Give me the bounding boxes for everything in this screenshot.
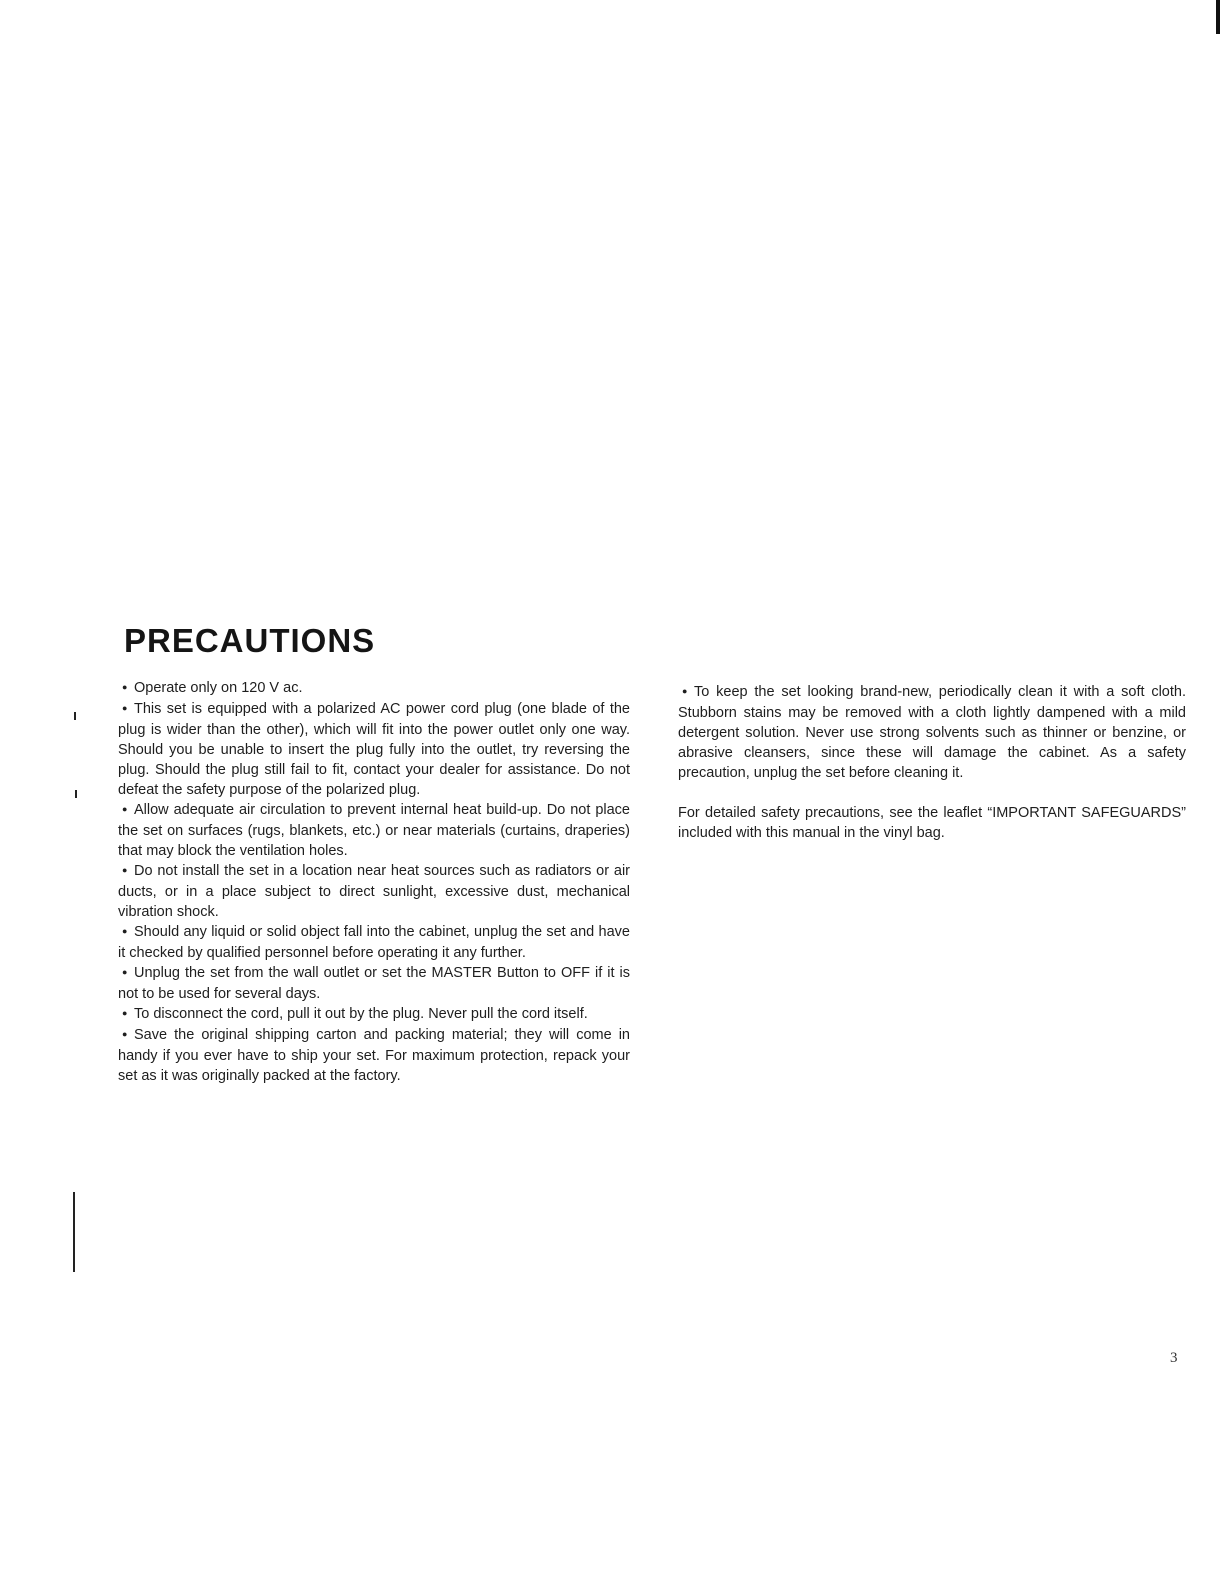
bullet-icon	[118, 1004, 134, 1025]
list-item: ●Unplug the set from the wall outlet or set the MASTER Button to OFF if it is not to be used for several days.	[118, 963, 630, 1004]
list-item: ●Operate only on 120 V ac.	[118, 678, 630, 699]
list-item: ●Should any liquid or solid object fall into the cabinet, unplug the set and have it checked by qualified personnel before operating it any further.	[118, 922, 630, 963]
bullet-icon	[118, 699, 134, 720]
margin-tick-mark	[75, 790, 77, 798]
bullet-icon	[678, 682, 694, 703]
list-item: ●Do not install the set in a location near heat sources such as radiators or air ducts, or in a place subject to direct sunlight, excessive dust, mechanical vibration shock.	[118, 861, 630, 922]
bullet-icon	[118, 963, 134, 984]
page-title: PRECAUTIONS	[124, 622, 376, 659]
margin-tick-mark	[74, 712, 76, 720]
page-number: 3	[1170, 1350, 1178, 1366]
bullet-icon	[118, 678, 134, 699]
safety-note: For detailed safety precautions, see the leaflet “IMPORTANT SAFEGUARDS” included with this manual in the vinyl bag.	[678, 805, 1186, 841]
list-item: ●This set is equipped with a polarized AC power cord plug (one blade of the plug is wider than the other), which will fit into the power outlet only one way. Should you be unable to insert the plug fully into the outlet, try reversing the plug. Should the plug still fail to fit, contact your dealer for assistance. Do not defeat the safety purpose of the polarized plug.	[118, 699, 630, 800]
bullet-icon	[118, 922, 134, 943]
bullet-icon	[118, 861, 134, 882]
list-item: ●To keep the set looking brand-new, periodically clean it with a soft cloth. Stubborn stains may be removed with a cloth lightly dampened with a mild detergent solution. Never use strong solvents such as thinner or benzine, or abrasive cleansers, since these will damage the cabinet. As a safety precaution, unplug the set before cleaning it.	[678, 682, 1186, 783]
left-column	[118, 678, 630, 1086]
list-item: ●Save the original shipping carton and packing material; they will come in handy if you ever have to ship your set. For maximum protection, repack your set as it was originally packed at the factory.	[118, 1025, 630, 1086]
page-edge-mark	[1216, 0, 1220, 34]
list-item: ●To disconnect the cord, pull it out by the plug. Never pull the cord itself.	[118, 1004, 630, 1025]
binding-mark	[73, 1192, 75, 1272]
right-column	[678, 682, 1186, 843]
bullet-icon	[118, 800, 134, 821]
list-item: ●Allow adequate air circulation to prevent internal heat build-up. Do not place the set on surfaces (rugs, blankets, etc.) or near materials (curtains, draperies) that may block the ventilation holes.	[118, 800, 630, 861]
bullet-icon	[118, 1025, 134, 1046]
